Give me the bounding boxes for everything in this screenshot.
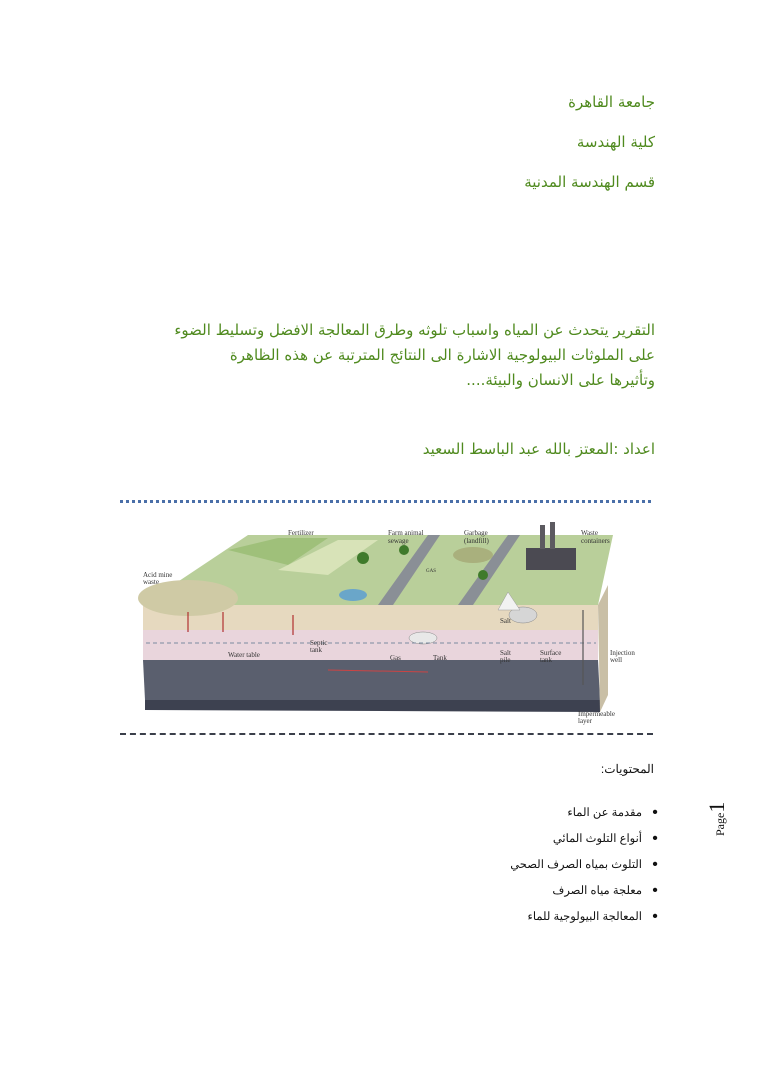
surface-label-2: tank: [540, 656, 553, 664]
factory: [526, 548, 576, 570]
chimney: [550, 522, 555, 549]
dashed-divider: [120, 733, 653, 735]
gas-label: Gas: [390, 654, 401, 662]
pond: [339, 589, 367, 601]
intro-paragraph: [115, 318, 655, 393]
underground-tank: [409, 632, 437, 644]
intro-line-3: وتأثيرها على الانسان والبيئة....: [466, 371, 655, 389]
page-number-box: [704, 772, 729, 836]
impermeable-label: Impermeable: [578, 710, 615, 718]
toc-item-label: مقدمة عن الماء: [567, 807, 642, 819]
injection-label-2: well: [610, 656, 623, 664]
groundwater-pollution-figure: [128, 520, 640, 725]
university-name: جامعة القاهرة: [568, 93, 655, 111]
tree: [399, 545, 409, 555]
garbage-label-2: (landfill): [464, 537, 489, 545]
surface-label: Surface: [540, 649, 562, 657]
bullet-icon: •: [652, 856, 658, 873]
impermeable-label-2: layer: [578, 717, 592, 725]
injection-label: Injection: [610, 649, 635, 657]
department-name: قسم الهندسة المدنية: [524, 173, 655, 191]
waste-label: Waste: [581, 529, 598, 537]
acid-label: Acid mine: [143, 571, 173, 579]
tree: [357, 552, 369, 564]
garbage-label: Garbage: [464, 529, 488, 537]
toc-list: [510, 806, 668, 936]
bullet-icon: •: [652, 908, 658, 925]
toc-item[interactable]: [510, 858, 668, 884]
toc-item[interactable]: [510, 832, 668, 858]
faculty-name: كلية الهندسة: [576, 133, 655, 151]
acid-label-2: waste: [143, 578, 159, 586]
bullet-icon: •: [652, 804, 658, 821]
bullet-icon: •: [652, 830, 658, 847]
page-word: Page: [713, 812, 727, 836]
author-line: اعداد :المعتز بالله عبد الباسط السعيد: [422, 440, 655, 458]
gas-sign: GAS: [426, 569, 437, 574]
page-number: 1: [704, 801, 729, 813]
chimney: [540, 525, 545, 549]
waste-label-2: containers: [581, 537, 610, 545]
intro-line-2: على الملوثات البيولوجية الاشارة الى النتائج المترتبة عن هذه الظاهرة: [229, 346, 655, 364]
water-table-label: Water table: [228, 651, 260, 659]
toc-title: المحتويات:: [600, 762, 654, 776]
toc-item-label: أنواع التلوث المائي: [552, 833, 642, 845]
toc-item-label: التلوث بمياه الصرف الصحي: [510, 859, 642, 871]
septic-label-2: tank: [310, 646, 323, 654]
farm-label: Farm animal: [388, 529, 424, 537]
saturated-zone: [143, 630, 598, 660]
fertilizer-label: Fertilizer: [288, 529, 314, 537]
salt-pile-label: Salt: [500, 649, 511, 657]
bedrock: [145, 700, 600, 712]
tree: [478, 570, 488, 580]
farm-label-2: sewage: [388, 537, 409, 545]
landfill: [453, 547, 493, 563]
salt-label: Salt: [500, 617, 511, 625]
bullet-icon: •: [652, 882, 658, 899]
toc-item-label: المعالجة البيولوجية للماء: [527, 911, 642, 923]
dotted-divider: [120, 500, 651, 503]
toc-item[interactable]: [510, 884, 668, 910]
septic-label: Septic: [310, 639, 328, 647]
toc-item[interactable]: [510, 806, 668, 832]
tank-label: Tank: [433, 654, 447, 662]
toc-item-label: معلجة مياه الصرف: [552, 885, 642, 897]
toc-item[interactable]: [510, 910, 668, 936]
salt-pile-label-2: pile: [500, 656, 511, 664]
impermeable-layer: [143, 660, 600, 700]
intro-line-1: التقرير يتحدث عن المياه واسباب تلوثه وطرق المعالجة الافضل وتسليط الضوء: [174, 321, 655, 339]
